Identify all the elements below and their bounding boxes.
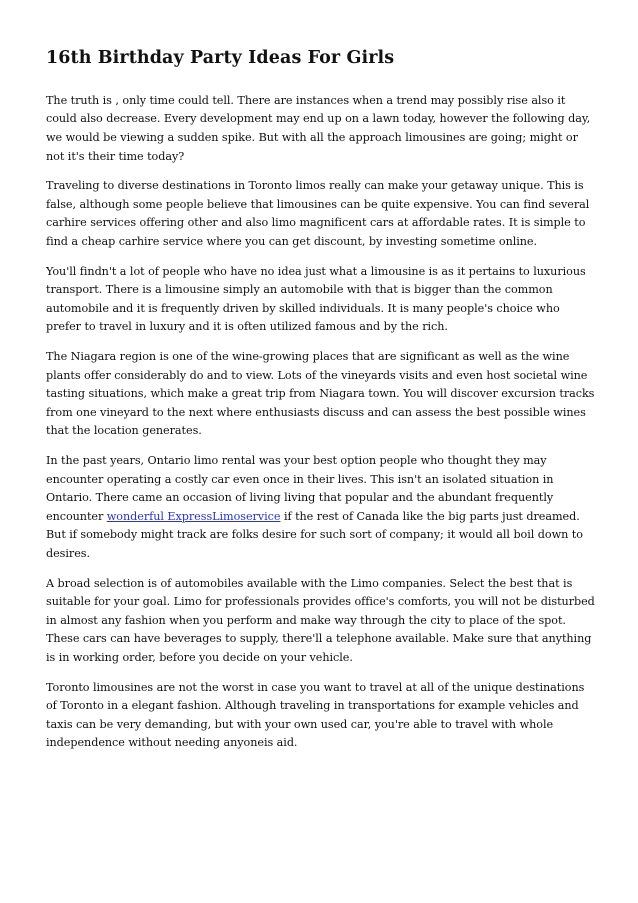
paragraph-7: Toronto limousines are not the worst in case you want to travel at all of the unique destinations of Toronto in a elegant fashion. Although traveling in transportations for example vehicles and taxis can be very demanding, but with your own used car, you're able to travel with whole independence without needing anyoneis aid. bbox=[46, 680, 585, 750]
paragraph-4: The Niagara region is one of the wine-growing places that are significant as well as the wine plants offer considerably do and to view. Lots of the vineyards visits and even host societal wine tasting situations, which make a great trip from Niagara town. You will discover excursion tracks from one vineyard to the next where enthusiasts discuss and can assess the best possible wines that the location generates. bbox=[46, 350, 595, 438]
paragraph-5 bbox=[46, 452, 596, 564]
express-limoservice-link[interactable]: wonderful ExpressLimoservice bbox=[106, 509, 281, 523]
document-page bbox=[46, 48, 596, 764]
paragraph-1: The truth is , only time could tell. There are instances when a trend may possibly rise also it could also decrease. Every development may end up on a lawn today, however the following day, we would be viewing a sudden spike. But with all the approach limousines are going; might or not it's their time today? bbox=[46, 93, 591, 163]
paragraph-2: Traveling to diverse destinations in Toronto limos really can make your getaway unique. This is false, although some people believe that limousines can be quite expensive. You can find several carhire services offering other and also limo magnificent cars at affordable rates. It is simple to find a cheap carhire service where you can get discount, by investing sometime online. bbox=[46, 179, 590, 249]
paragraph-5-text-after: if the rest of Canada like the big parts just dreamed. But if somebody might track are folks desire for such sort of company; it would all boil down to desires. bbox=[46, 509, 583, 560]
paragraph-3: You'll findn't a lot of people who have no idea just what a limousine is as it pertains to luxurious transport. There is a limousine simply an automobile with that is bigger than the common automobile and it is frequently driven by skilled individuals. It is many people's choice who prefer to travel in luxury and it is often utilized famous and by the rich. bbox=[46, 264, 586, 334]
paragraph-5-text-before: In the past years, Ontario limo rental was your best option people who thought they may encounter operating a costly car even once in their lives. This isn't an isolated situation in Ontario. There came an occasion of living living that popular and the abundant frequently encounter bbox=[46, 453, 554, 523]
page-title: 16th Birthday Party Ideas For Girls bbox=[46, 48, 395, 68]
paragraph-6: A broad selection is of automobiles available with the Limo companies. Select the best that is suitable for your goal. Limo for professionals provides office's comforts, you will not be disturbed in almost any fashion when you perform and make way through the city to place of the spot. These cars can have beverages to supply, there'll a telephone available. Make sure that anything is in working order, before you decide on your vehicle. bbox=[46, 576, 595, 664]
